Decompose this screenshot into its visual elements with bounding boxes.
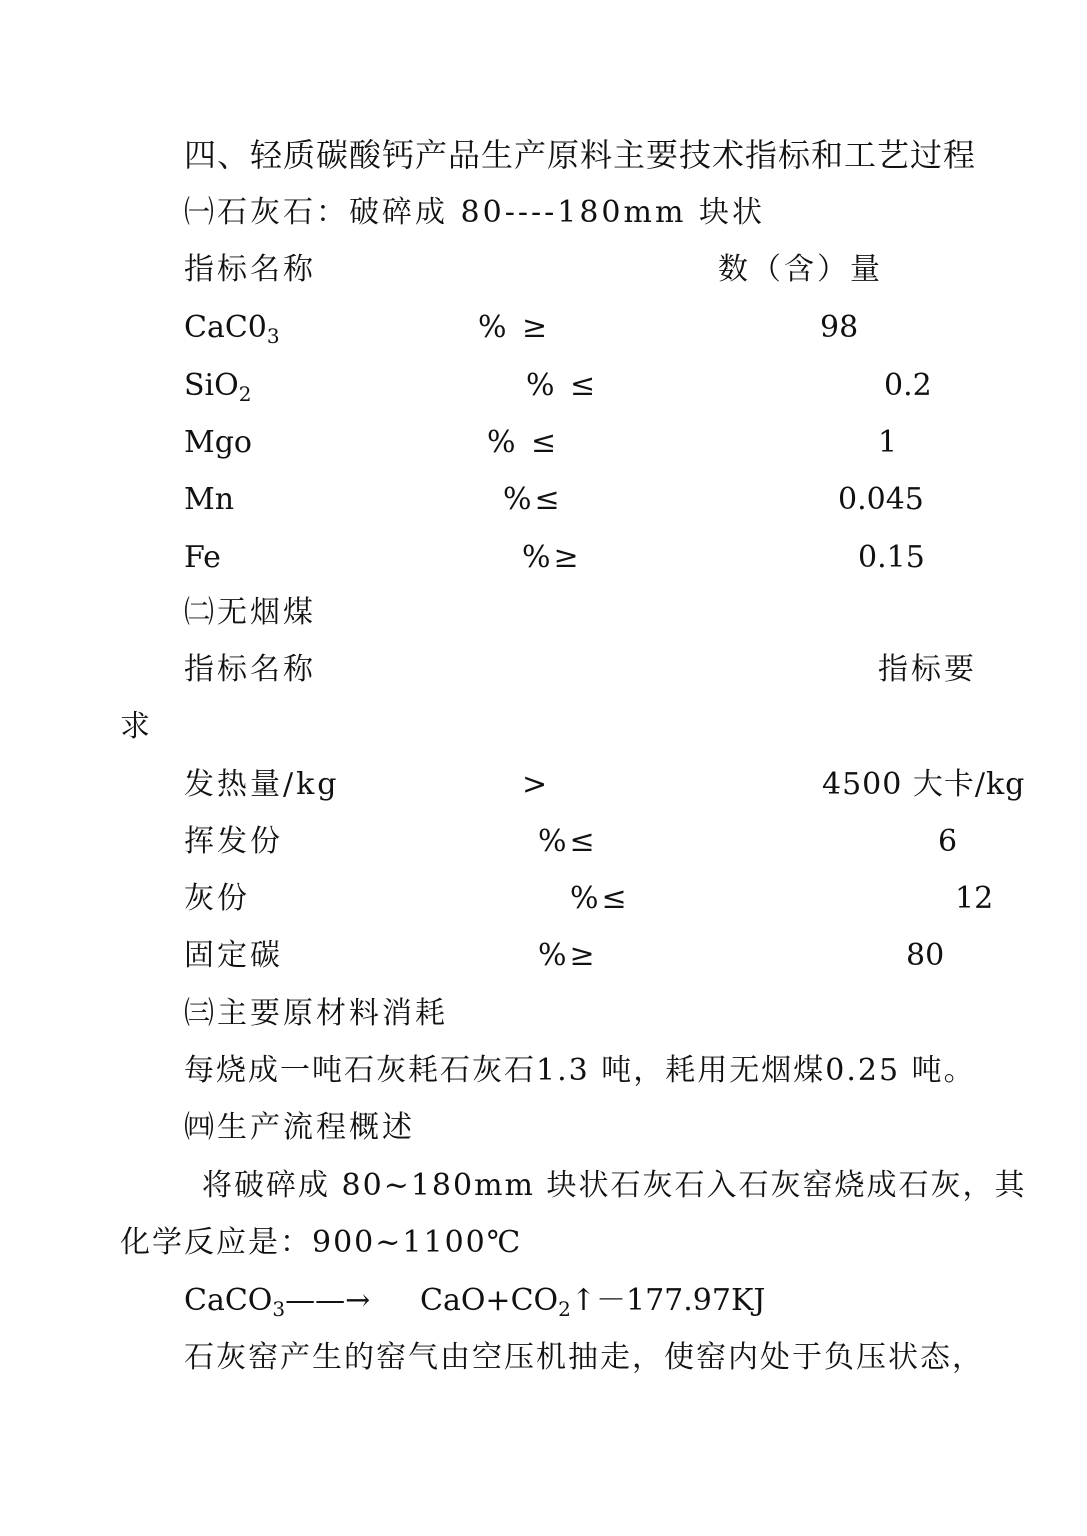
row-name: 固定碳 [184,938,283,973]
row-name: $CaC0_3$ [184,310,280,348]
row-value: 0.15 [858,540,925,575]
reaction-arrow: ——→ [285,1283,371,1318]
row-name: Mn [184,482,235,517]
row-value: 1 [878,425,898,460]
section4-title: ㈣生产流程概述 [184,1110,415,1145]
section1-col-name: 指标名称 [184,252,316,287]
row-cond: > [522,767,551,802]
section1-title: ㈠石灰石：破碎成 80----180mm 块状 [184,195,765,230]
row-cond: %≥ [538,938,598,973]
row-cond: %≥ [522,540,582,575]
row-name: SiO$_2$ [184,368,252,406]
section3-text: 每烧成一吨石灰耗石灰石1.3 吨，耗用无烟煤0.25 吨。 [184,1053,976,1088]
row-cond: %≤ [503,482,563,517]
section4-last-line: 石灰窑产生的窑气由空压机抽走，使窑内处于负压状态， [184,1340,984,1375]
row-value: 12 [955,881,994,916]
row-cond: %≤ [570,881,630,916]
section4-paragraph-line2: 化学反应是：900~1100℃ [120,1225,523,1260]
row-cond: %≤ [538,824,598,859]
equation-left: CaCO$_3$——→ [184,1283,371,1321]
section4-paragraph-line1: 将破碎成 80~180mm 块状石灰石入石灰窑烧成石灰，其 [202,1168,1027,1203]
row-value: 4500 大卡/kg [822,767,1026,802]
section2-col-value: 指标要 [878,652,977,687]
row-cond: % ≥ [478,310,551,345]
row-name: Mgo [184,425,252,460]
row-value: 6 [938,824,958,859]
equation-right: $CaO+CO_2↑-177.97KJ$ [420,1283,766,1321]
row-name: Fe [184,540,221,575]
section2-title: ㈡无烟煤 [184,595,316,630]
row-value: 0.2 [884,368,932,403]
section3-title: ㈢主要原材料消耗 [184,996,448,1031]
row-value: 98 [820,310,859,345]
row-cond: % ≤ [487,425,560,460]
row-name: 灰份 [184,881,250,916]
section2-col-name: 指标名称 [184,652,316,687]
row-value: 0.045 [838,482,924,517]
section2-col-value-wrap: 求 [120,709,153,744]
row-name: 挥发份 [184,824,283,859]
row-cond: % ≤ [526,368,599,403]
row-name: 发热量/kg [184,767,340,802]
row-value: 80 [906,938,945,973]
page-heading: 四、轻质碳酸钙产品生产原料主要技术指标和工艺过程 [184,136,977,174]
section1-col-value: 数（含）量 [718,252,883,287]
